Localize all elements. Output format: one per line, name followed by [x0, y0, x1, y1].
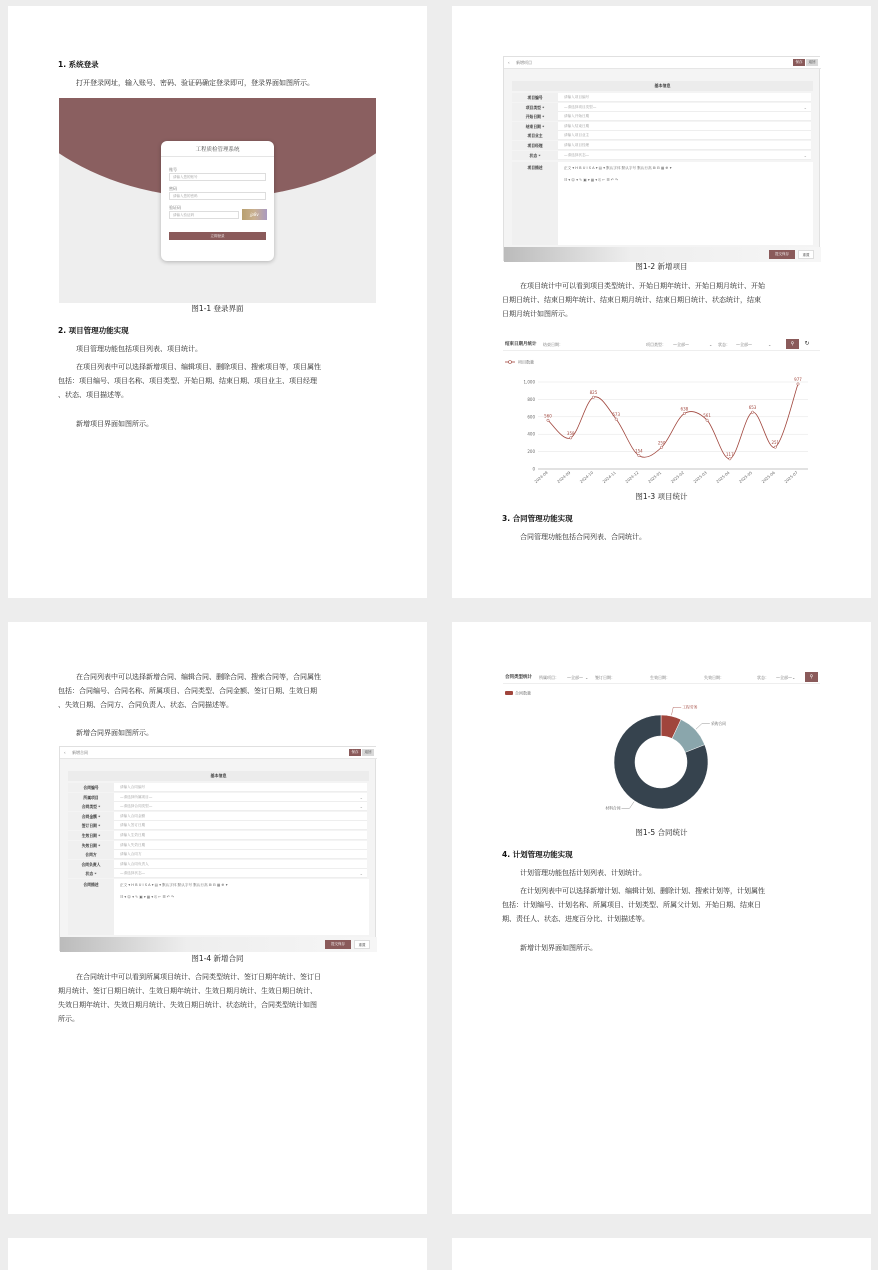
slice-label: 采购合同	[710, 720, 727, 726]
form-input[interactable]: 请输入项目编号	[564, 95, 590, 99]
x-tick-label: 2024-11	[601, 469, 617, 484]
paragraph	[58, 670, 378, 712]
form-row	[512, 93, 811, 102]
form-field-label: 合同方	[68, 850, 114, 859]
form-breadcrumb: 新增项目	[516, 60, 532, 65]
paragraph-line: 期月统计、签订日期日统计、生效日期年统计、生效日期月统计、生效日期日统计、	[58, 987, 317, 995]
form-field-label: 签订日期 *	[68, 821, 114, 830]
description-row	[68, 879, 369, 935]
paragraph: 合同管理功能包括合同列表、合同统计。	[520, 533, 646, 541]
form-row	[68, 869, 367, 878]
data-label: 560	[544, 413, 552, 419]
leader-line	[671, 707, 681, 715]
data-label: 573	[612, 412, 621, 418]
chart-legend	[505, 359, 534, 365]
document-page-6	[452, 1238, 871, 1270]
form-row	[512, 141, 811, 150]
data-label: 653	[748, 405, 757, 411]
filter-expire-label: 失效日期：	[704, 674, 724, 680]
form-input[interactable]: 请输入合同方	[120, 852, 142, 857]
form-row	[68, 812, 367, 821]
data-point	[638, 454, 640, 456]
data-label: 154	[635, 448, 643, 454]
paragraph-line: 日期日统计、结束日期年统计、结束日期月统计、结束日期日统计、状态统计，结束	[502, 296, 761, 304]
form-input[interactable]: 请输入项目经理	[564, 143, 590, 147]
save-button[interactable]: 保存	[793, 59, 805, 66]
login-card	[161, 141, 274, 261]
reset-button[interactable]: 重置	[354, 940, 370, 949]
donut-chart	[503, 685, 820, 830]
filter-status-select[interactable]: —全部—	[776, 674, 792, 680]
data-point	[683, 412, 685, 414]
chevron-down-icon: ⌄	[359, 794, 363, 800]
document-page-5	[8, 1238, 427, 1270]
filter-effective-label: 生效日期：	[650, 674, 670, 680]
x-tick-label: 2025-04	[715, 469, 731, 484]
data-point	[706, 419, 708, 421]
line-chart	[503, 352, 820, 489]
form-breadcrumb: 新增合同	[72, 750, 88, 755]
form-field-label: 结束日期 *	[512, 122, 558, 131]
document-page-3	[8, 622, 427, 1214]
data-point	[615, 418, 617, 420]
y-tick-label: 800	[527, 396, 535, 402]
form-input[interactable]: 请输入合同金额	[120, 813, 146, 818]
data-point	[751, 411, 753, 413]
paragraph-line: 在合同列表中可以选择新增合同、编辑合同、删除合同、搜索合同等，合同属性	[76, 673, 321, 681]
section-heading: 4. 计划管理功能实现	[502, 850, 573, 859]
project-statistics-screenshot	[503, 337, 820, 489]
form-select[interactable]: —请选择项目类型—	[564, 104, 597, 109]
slice-label: 工程劳务	[682, 704, 698, 710]
refresh-icon[interactable]: ↻	[804, 340, 810, 347]
login-button[interactable]: 立即登录	[169, 232, 266, 240]
data-point	[797, 383, 799, 385]
form-input[interactable]: 请输入合同编号	[120, 785, 146, 789]
data-label: 977	[794, 377, 802, 383]
chevron-down-icon: ⌄	[792, 674, 796, 680]
form-footer	[60, 937, 377, 952]
form-select[interactable]: —请选择合同类型—	[120, 804, 153, 809]
code-input[interactable]: 请输入验证码	[169, 211, 239, 219]
form-field-label: 开始日期 *	[512, 112, 558, 121]
leader-line	[696, 724, 710, 729]
section-heading: 2. 项目管理功能实现	[58, 326, 129, 335]
filter-type-select[interactable]: —全部—	[673, 341, 689, 347]
x-tick-label: 2025-02	[669, 469, 686, 484]
data-label: 561	[703, 413, 711, 419]
form-row	[68, 783, 367, 792]
paragraph: 项目管理功能包括项目列表、项目统计。	[76, 345, 202, 353]
form-field-label: 生效日期 *	[68, 831, 114, 840]
form-row	[512, 112, 811, 121]
x-tick-label: 2025-01	[646, 469, 663, 484]
form-topbar	[504, 57, 821, 69]
paragraph-line: 期、责任人、状态、进度百分比、计划描述等。	[502, 915, 649, 923]
paragraph: 新增计划界面如图所示。	[520, 944, 597, 952]
filter-status-select[interactable]: —全部—	[736, 341, 752, 347]
legend-marker	[509, 361, 512, 364]
form-input[interactable]: 请输入失效日期	[120, 842, 146, 847]
password-label: 密码	[169, 186, 177, 191]
paragraph-line: 所示。	[58, 1015, 79, 1023]
paragraph-line: 、失效日期、合同方、合同负责人、状态、合同描述等。	[58, 701, 233, 709]
form-field-label: 合同编号	[68, 783, 114, 792]
form-field-label: 所属项目	[68, 793, 114, 802]
editor-toolbar[interactable]: 正文 ▾ H B U I S A ▾ ▤ ▾ 默认字体 默认字号 默认行高 ⊞ ⊟ ▦ ⊕ ▾	[120, 883, 228, 887]
account-input[interactable]: 请输入您的账号	[169, 173, 266, 181]
return-button[interactable]: 返回	[806, 59, 818, 66]
y-tick-label: 600	[527, 414, 535, 420]
x-tick-label: 2024-08	[533, 469, 549, 484]
paragraph-line: 包括：项目编号、项目名称、项目类型、开始日期、结束日期、项目业主、项目经理	[58, 377, 317, 385]
paragraph	[58, 970, 383, 1026]
paragraph	[502, 279, 822, 321]
paragraph	[58, 360, 378, 402]
form-row	[68, 850, 367, 859]
filter-project-select[interactable]: —全部—	[567, 674, 583, 680]
data-label: 251	[771, 440, 780, 446]
series-line	[548, 384, 798, 459]
form-row	[68, 841, 367, 850]
x-tick-label: 2024-10	[578, 469, 595, 484]
return-button[interactable]: 返回	[362, 749, 374, 756]
y-tick-label: 1,000	[523, 379, 535, 385]
slice-label: 材料合同	[605, 805, 621, 811]
data-point	[547, 419, 549, 421]
form-field-label: 项目经理	[512, 141, 558, 150]
form-footer	[504, 247, 821, 262]
filter-status-label: 状态：	[718, 341, 730, 347]
paragraph-line: 在项目列表中可以选择新增项目、编辑项目、删除项目、搜索项目等，项目属性	[76, 363, 321, 371]
data-point	[729, 458, 731, 460]
x-tick-label: 2025-07	[783, 469, 799, 484]
reset-button[interactable]: 重置	[798, 250, 814, 259]
filter-sign-label: 签订日期：	[595, 674, 615, 680]
back-icon[interactable]: ‹	[64, 750, 66, 755]
form-field-label: 合同类型 *	[68, 802, 114, 811]
form-row	[512, 103, 811, 112]
login-title: 工程质检管理系统	[161, 145, 274, 157]
document-page-4	[452, 622, 871, 1214]
form-field-label: 失效日期 *	[68, 841, 114, 850]
leader-line	[622, 802, 634, 809]
chart-filter-bar	[503, 670, 820, 684]
form-row	[512, 122, 811, 131]
x-tick-label: 2024-09	[555, 469, 572, 484]
paragraph: 新增项目界面如图所示。	[76, 420, 153, 428]
paragraph-line: 、状态、项目描述等。	[58, 391, 128, 399]
form-input[interactable]: 请输入合同负责人	[120, 861, 149, 866]
paragraph-line: 包括：合同编号、合同名称、所属项目、合同类型、合同金额、签订日期、生效日期	[58, 687, 317, 695]
data-point	[592, 396, 594, 398]
chart-filter-bar	[503, 337, 820, 351]
form-row	[68, 793, 367, 802]
form-field-label: 合同金额 *	[68, 812, 114, 821]
form-input[interactable]: 请输入开始日期	[564, 114, 590, 119]
form-field-label: 项目类型 *	[512, 103, 558, 112]
form-row	[68, 802, 367, 811]
y-tick-label: 200	[527, 449, 535, 455]
chevron-down-icon: ⌄	[359, 871, 363, 877]
password-input[interactable]: 请输入您的密码	[169, 192, 266, 200]
submit-button[interactable]: 提交保存	[325, 940, 351, 949]
form-field-label: 项目业主	[512, 131, 558, 140]
form-row	[512, 151, 811, 160]
editor-toolbar[interactable]: ☷ ▾ ☺ ▾ ✎ ▣ ▾ ▦ ▾ ⎘ ← ☰ ↶ ↷	[120, 895, 174, 899]
form-field-label: 状态 *	[512, 151, 558, 160]
x-tick-label: 2025-06	[760, 469, 776, 484]
paragraph-line: 失效日期年统计、失效日期月统计、失效日期日统计、状态统计，合同类型统计如图	[58, 1001, 317, 1009]
description-label: 项目描述	[512, 162, 558, 245]
contract-statistics-screenshot	[503, 670, 820, 830]
login-screenshot	[59, 98, 376, 303]
search-icon[interactable]: ⚲	[805, 672, 818, 682]
form-select[interactable]: —请选择状态—	[120, 871, 146, 876]
filter-date-label: 结束日期：	[543, 341, 563, 347]
contract-form-screenshot	[59, 746, 376, 951]
paragraph	[502, 884, 827, 926]
back-icon[interactable]: ‹	[508, 60, 510, 65]
chevron-down-icon: ⌄	[768, 341, 772, 347]
paragraph: 计划管理功能包括计划列表、计划统计。	[520, 869, 646, 877]
figure-caption: 图1-4 新增合同	[191, 954, 244, 963]
captcha-image[interactable]: jp8v	[242, 209, 267, 220]
chevron-down-icon: ⌄	[803, 152, 807, 158]
data-label: 358	[566, 430, 575, 436]
paragraph-line: 在计划列表中可以选择新增计划、编辑计划、删除计划、搜索计划等，计划属性	[520, 887, 765, 895]
form-input[interactable]: 请输入项目业主	[564, 133, 590, 138]
section-heading: 1. 系统登录	[58, 60, 99, 69]
paragraph-line: 在合同统计中可以看到所属项目统计、合同类型统计、签订日期年统计、签订日	[76, 973, 321, 981]
project-form-screenshot	[503, 56, 820, 261]
form-input[interactable]: 请输入生效日期	[120, 833, 146, 837]
paragraph-line: 在项目统计中可以看到项目类型统计、开始日期年统计、开始日期月统计、开始	[520, 282, 765, 290]
x-tick-label: 2024-12	[624, 469, 640, 484]
form-row	[68, 860, 367, 869]
chevron-down-icon: ⌄	[359, 804, 363, 810]
y-tick-label: 400	[527, 431, 535, 437]
form-topbar	[60, 747, 377, 759]
paragraph-line: 日期月统计如图所示。	[502, 310, 572, 318]
data-label: 250	[657, 440, 666, 446]
form-select[interactable]: —请选择所属项目—	[120, 794, 153, 799]
chevron-down-icon: ⌄	[585, 674, 589, 680]
chevron-down-icon: ⌄	[803, 104, 807, 110]
data-label: 825	[589, 390, 598, 396]
figure-caption: 图1-3 项目统计	[635, 492, 688, 501]
form-field-label: 状态 *	[68, 869, 114, 878]
data-label: 117	[725, 451, 734, 457]
document-page-1	[8, 6, 427, 598]
account-label: 账号	[169, 167, 177, 172]
filter-project-label: 所属项目：	[539, 674, 559, 680]
submit-button[interactable]: 提交保存	[769, 250, 795, 259]
figure-caption: 图1-5 合同统计	[635, 828, 688, 837]
legend-label: 合同数量	[515, 690, 531, 696]
form-field-label: 项目编号	[512, 93, 558, 102]
form-row	[68, 831, 367, 840]
data-point	[660, 446, 662, 448]
form-input[interactable]: 请输入结束日期	[564, 123, 590, 128]
form-row	[68, 821, 367, 830]
form-input[interactable]: 请输入签订日期	[120, 823, 146, 828]
chevron-down-icon: ⌄	[709, 341, 713, 347]
legend-label: 项目数量	[518, 359, 534, 365]
figure-caption: 图1-1 登录界面	[191, 304, 244, 313]
data-point	[774, 446, 776, 448]
data-label: 638	[680, 406, 689, 412]
save-button[interactable]: 保存	[349, 749, 361, 756]
y-tick-label: 0	[532, 466, 535, 472]
document-page-2	[452, 6, 871, 598]
filter-type-label: 项目类型：	[646, 341, 666, 347]
filter-status-label: 状态：	[757, 674, 769, 680]
description-label: 合同描述	[68, 879, 114, 935]
paragraph: 新增合同界面如图所示。	[76, 729, 153, 737]
x-tick-label: 2025-05	[737, 469, 754, 484]
editor-toolbar[interactable]: 正文 ▾ H B U I S A ▾ ▤ ▾ 默认字体 默认字号 默认行高 ⊞ ⊟ ▦ ⊕ ▾	[564, 166, 672, 170]
chart-filter-title: 结束日期月统计	[505, 342, 537, 347]
description-row	[512, 162, 813, 245]
code-label: 验证码	[169, 205, 181, 210]
editor-toolbar[interactable]: ☷ ▾ ☺ ▾ ✎ ▣ ▾ ▦ ▾ ⎘ ← ☰ ↶ ↷	[564, 178, 618, 182]
form-section-title: 基本信息	[68, 771, 369, 781]
legend-swatch	[505, 691, 513, 695]
section-heading: 3. 合同管理功能实现	[502, 514, 573, 523]
search-icon[interactable]: ⚲	[786, 339, 799, 349]
form-select[interactable]: —请选择状态—	[564, 152, 590, 157]
data-point	[570, 437, 572, 439]
form-section-title: 基本信息	[512, 81, 813, 91]
figure-caption: 图1-2 新增项目	[635, 262, 688, 271]
form-row	[512, 131, 811, 140]
paragraph: 打开登录网址，输入账号、密码、验证码确定登录即可，登录界面如图所示。	[76, 79, 314, 87]
chart-filter-title: 合同类型统计	[505, 675, 532, 680]
paragraph-line: 包括：计划编号、计划名称、所属项目、计划类型、所属父计划、开始日期、结束日	[502, 901, 761, 909]
x-tick-label: 2025-03	[692, 469, 708, 484]
form-field-label: 合同负责人	[68, 860, 114, 869]
